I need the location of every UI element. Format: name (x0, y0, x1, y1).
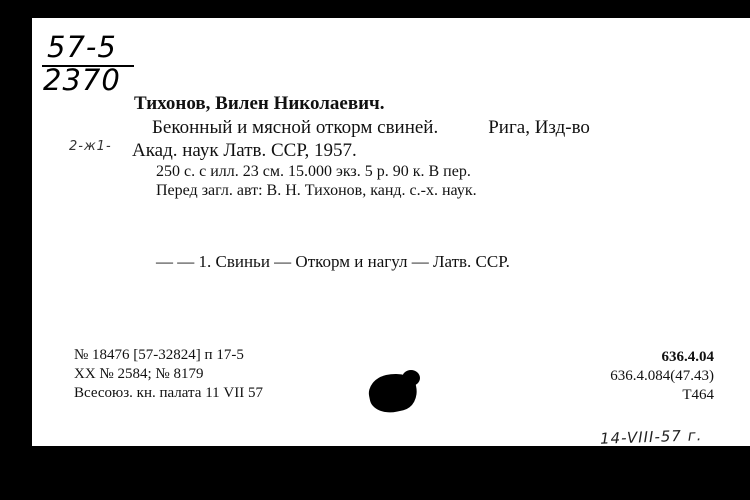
registry-line: Всесоюз. кн. палата 11 VII 57 (74, 385, 263, 401)
subject-tracing: — — 1. Свиньи — Откорм и нагул — Латв. ССР. (156, 252, 510, 271)
catalog-number-line: № 18476 [57-32824] п 17-5 (74, 347, 244, 363)
book-title: Беконный и мясной откорм свиней. (152, 117, 439, 138)
author-heading: Тихонов, Вилен Николаевич. (134, 93, 385, 114)
handwritten-date: 14-VIII-57 г. (599, 426, 703, 448)
udc-code: 636.4.04 (661, 349, 714, 365)
title-line-1 (152, 118, 590, 137)
margin-note: 2-ж1- (69, 139, 112, 154)
author-note: Перед загл. авт: В. Н. Тихонов, канд. с.-х. наук. (156, 182, 477, 199)
publication-place: Рига, Изд-во (488, 117, 590, 138)
title-line-2: Акад. наук Латв. ССР, 1957. (132, 140, 357, 161)
ink-blot-small (402, 370, 420, 386)
shelf-mark-bottom: 2370 (43, 63, 121, 97)
udc-extended-code: 636.4.084(47.43) (610, 368, 714, 384)
author-mark: Т464 (682, 387, 714, 403)
physical-description: 250 с. с илл. 23 см. 15.000 экз. 5 р. 90 к. В пер. (156, 163, 471, 180)
shelf-mark-top: 57-5 (47, 30, 117, 64)
series-line: XX № 2584; № 8179 (74, 366, 204, 382)
catalog-card (32, 18, 750, 446)
